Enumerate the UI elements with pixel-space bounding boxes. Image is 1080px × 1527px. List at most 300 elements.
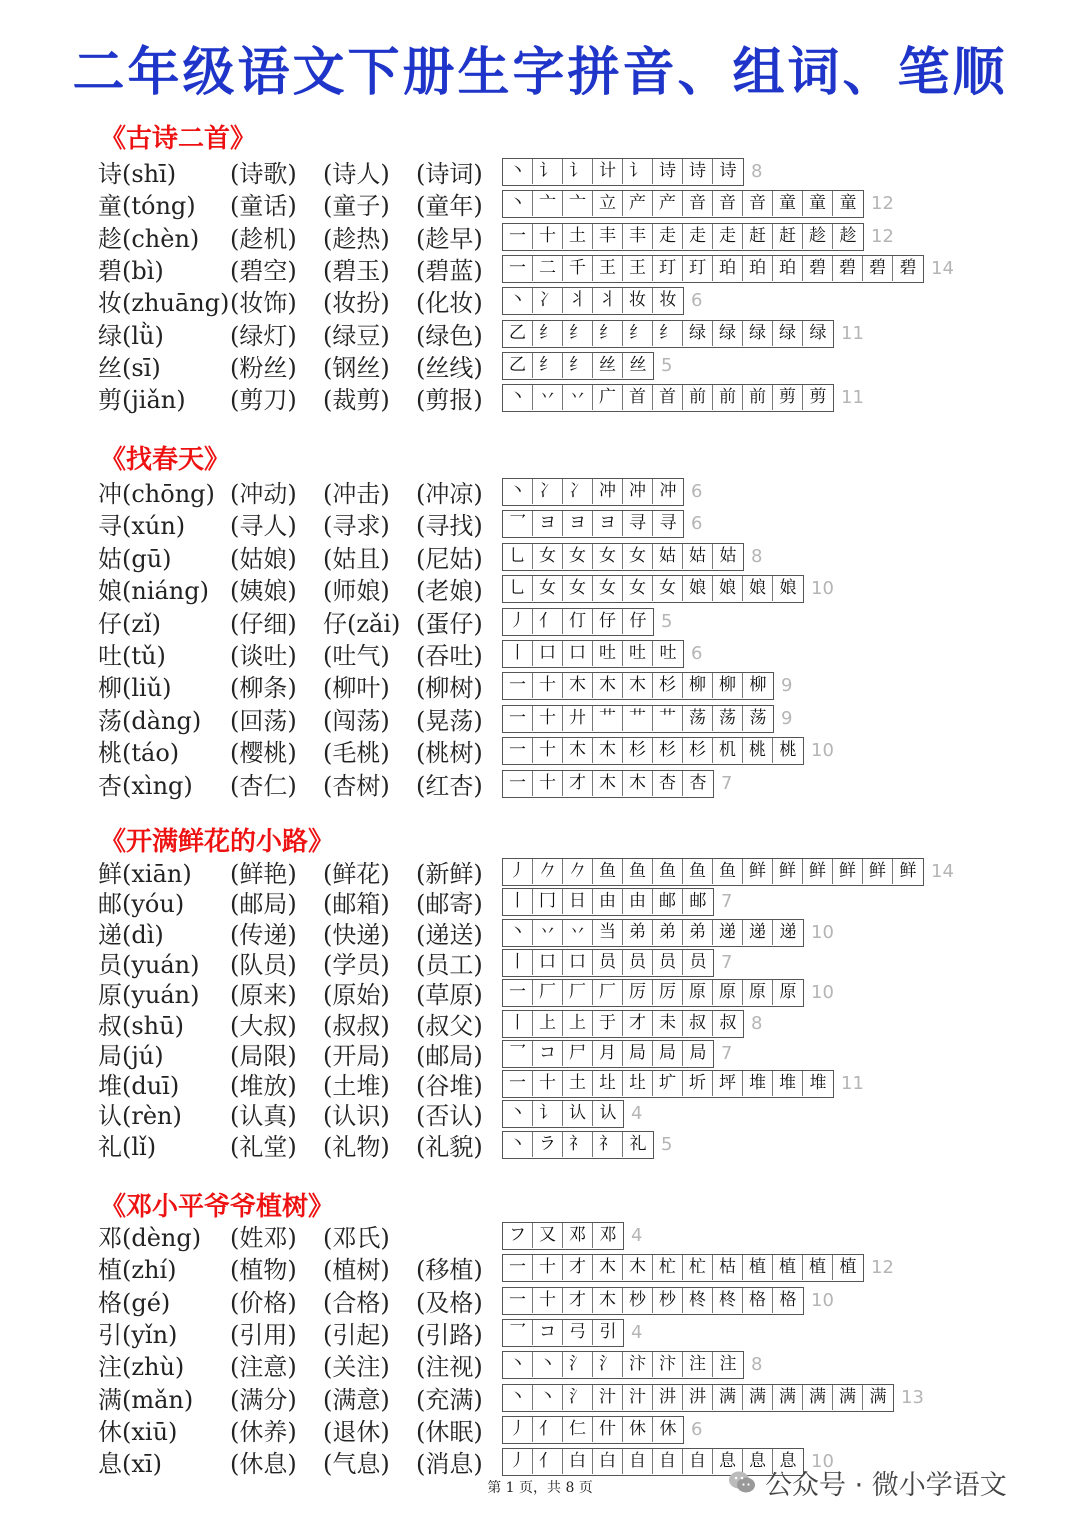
word-1: (认真) xyxy=(230,1102,297,1131)
stroke-step: 绿 xyxy=(743,321,773,346)
stroke-order-grid xyxy=(502,737,804,765)
character-pinyin: 休(xiū) xyxy=(98,1417,178,1446)
stroke-step: 鱼 xyxy=(683,859,713,884)
stroke-step: 满 xyxy=(773,1385,803,1410)
stroke-step: 递 xyxy=(743,920,773,945)
stroke-step: 吐 xyxy=(659,643,677,663)
word-2: 仔(zǎi) xyxy=(323,609,401,638)
stroke-order-grid xyxy=(502,858,924,886)
stroke-step: 注 xyxy=(719,1354,737,1375)
stroke-step: 前 xyxy=(683,385,713,410)
character-row xyxy=(96,1254,1056,1286)
character-row xyxy=(96,770,1056,802)
word-3: (充满) xyxy=(416,1385,483,1414)
word-2: (礼物) xyxy=(323,1132,390,1161)
stroke-step: 满 xyxy=(869,1386,887,1407)
stroke-step: 息 xyxy=(713,1449,743,1474)
stroke-step: 冫 xyxy=(563,479,593,504)
stroke-step: 桃 xyxy=(779,740,797,761)
stroke-step: 鲜 xyxy=(773,859,803,884)
stroke-count: 4 xyxy=(631,1225,643,1246)
stroke-step: 自 xyxy=(653,1449,683,1474)
character-row xyxy=(96,1416,1056,1448)
stroke-step: 原 xyxy=(743,980,773,1005)
word-2: (鲜花) xyxy=(323,860,390,888)
word-1: (植物) xyxy=(230,1256,297,1285)
character-pinyin: 寻(xún) xyxy=(98,512,186,541)
stroke-step: 弓 xyxy=(563,1320,593,1345)
stroke-step: 弟 xyxy=(653,920,683,945)
word-3: (尼姑) xyxy=(416,544,483,573)
stroke-step: 仃 xyxy=(563,609,593,634)
stroke-step: 𠂊 xyxy=(533,859,563,884)
stroke-step: 堆 xyxy=(773,1071,803,1096)
stroke-step: 十 xyxy=(533,771,563,796)
character-pinyin: 娘(niáng) xyxy=(98,577,209,606)
stroke-step: 立 xyxy=(593,191,623,216)
stroke-order-grid xyxy=(502,575,804,603)
stroke-step: 丶 xyxy=(503,1385,533,1410)
stroke-step: 息 xyxy=(743,1449,773,1474)
character-row xyxy=(96,949,1056,981)
word-2: (闯荡) xyxy=(323,706,390,735)
stroke-step: 丬 xyxy=(563,288,593,313)
character-pinyin: 荡(dàng) xyxy=(98,706,202,735)
stroke-step: 上 xyxy=(563,1011,593,1036)
stroke-step: 弟 xyxy=(623,920,653,945)
character-pinyin: 绿(lǜ) xyxy=(98,321,164,350)
character-row xyxy=(96,608,1056,640)
stroke-order-grid xyxy=(502,543,744,571)
stroke-step: 叔 xyxy=(719,1012,737,1033)
stroke-step: 一 xyxy=(503,224,533,249)
stroke-step: 氵 xyxy=(563,1385,593,1410)
stroke-step: 堆 xyxy=(743,1071,773,1096)
word-1: (堆放) xyxy=(230,1072,297,1101)
stroke-step: 杧 xyxy=(653,1255,683,1280)
stroke-step: 鱼 xyxy=(623,859,653,884)
word-2: (寻求) xyxy=(323,512,390,541)
stroke-order-grid xyxy=(502,190,864,218)
stroke-step: 讠 xyxy=(533,159,563,184)
stroke-order-grid xyxy=(502,979,804,1007)
stroke-step: 自 xyxy=(623,1449,653,1474)
stroke-step: 娘 xyxy=(713,576,743,601)
stroke-step: 才 xyxy=(563,1255,593,1280)
stroke-step: 娘 xyxy=(683,576,713,601)
word-2: (叔叔) xyxy=(323,1011,390,1040)
stroke-step: 十 xyxy=(533,224,563,249)
stroke-step: 诗 xyxy=(683,159,713,184)
stroke-step: 荡 xyxy=(749,707,767,728)
word-2: (姑且) xyxy=(323,544,390,573)
stroke-step: コ xyxy=(533,1320,563,1345)
word-2: (原始) xyxy=(323,981,390,1010)
stroke-step: 柳 xyxy=(749,675,767,696)
stroke-count: 8 xyxy=(751,545,763,567)
stroke-step: 邓 xyxy=(563,1223,593,1248)
stroke-order-grid xyxy=(502,1010,744,1038)
word-3: (寻找) xyxy=(416,512,483,541)
stroke-count: 10 xyxy=(811,1289,834,1311)
stroke-count: 13 xyxy=(901,1386,924,1408)
character-row xyxy=(96,320,1056,352)
stroke-step: 枯 xyxy=(713,1255,743,1280)
character-row xyxy=(96,352,1056,384)
word-3: (新鲜) xyxy=(416,860,483,888)
stroke-step: 柊 xyxy=(713,1288,743,1313)
stroke-step: 艹 xyxy=(593,706,623,731)
stroke-step: 姑 xyxy=(653,544,683,569)
stroke-step: 木 xyxy=(593,738,623,763)
character-pinyin: 桃(táo) xyxy=(98,739,180,768)
stroke-step: 丨 xyxy=(503,950,533,975)
word-3: (吞吐) xyxy=(416,642,483,670)
stroke-step: 诗 xyxy=(653,159,683,184)
stroke-count: 7 xyxy=(721,772,733,794)
character-row xyxy=(96,672,1056,704)
word-3: (否认) xyxy=(416,1102,483,1131)
character-row xyxy=(96,1131,1056,1163)
stroke-step: 乚 xyxy=(503,544,533,569)
stroke-step: 一 xyxy=(503,1255,533,1280)
stroke-step: 乛 xyxy=(503,511,533,536)
stroke-step: 丶 xyxy=(503,1101,533,1126)
word-1: (邮局) xyxy=(230,890,297,919)
character-pinyin: 冲(chōng) xyxy=(98,480,215,508)
stroke-step: 礼 xyxy=(629,1133,647,1154)
stroke-step: 厉 xyxy=(623,980,653,1005)
character-pinyin: 原(yuán) xyxy=(98,981,200,1010)
stroke-count: 10 xyxy=(811,740,834,762)
word-1: (童话) xyxy=(230,192,297,221)
character-pinyin: 姑(gū) xyxy=(98,544,172,573)
word-3: (诗词) xyxy=(416,160,483,188)
stroke-step: 员 xyxy=(689,951,707,972)
stroke-count: 6 xyxy=(691,481,703,502)
stroke-step: 诗 xyxy=(719,161,737,181)
character-pinyin: 叔(shū) xyxy=(98,1011,184,1040)
stroke-step: 于 xyxy=(593,1011,623,1036)
word-2: (诗人) xyxy=(323,160,390,188)
stroke-order-grid xyxy=(502,158,744,186)
stroke-step: 亻 xyxy=(533,609,563,634)
stroke-step: 十 xyxy=(533,1288,563,1313)
stroke-count: 6 xyxy=(691,1418,703,1440)
stroke-order-grid xyxy=(502,510,684,538)
stroke-step: 走 xyxy=(653,224,683,249)
character-pinyin: 妆(zhuāng) xyxy=(98,289,230,318)
stroke-order-grid xyxy=(502,919,804,947)
character-pinyin: 丝(sī) xyxy=(98,353,161,382)
stroke-step: 白 xyxy=(593,1449,623,1474)
stroke-step: 满 xyxy=(743,1385,773,1410)
stroke-step: 丝 xyxy=(593,353,623,378)
stroke-step: 产 xyxy=(653,191,683,216)
stroke-step: 又 xyxy=(533,1223,563,1248)
stroke-step: 乙 xyxy=(503,353,533,378)
stroke-step: 未 xyxy=(653,1011,683,1036)
stroke-step: 杉 xyxy=(623,738,653,763)
character-pinyin: 息(xī) xyxy=(98,1450,162,1479)
stroke-step: 植 xyxy=(839,1257,857,1278)
word-2: (快递) xyxy=(323,920,390,949)
word-2: (开局) xyxy=(323,1041,390,1070)
word-1: (休养) xyxy=(230,1417,297,1446)
word-3: (叔父) xyxy=(416,1011,483,1040)
word-2: (土堆) xyxy=(323,1072,390,1101)
stroke-step: 音 xyxy=(713,191,743,216)
word-2: (邓氏) xyxy=(323,1224,390,1252)
word-1: (队员) xyxy=(230,950,297,979)
stroke-step: 息 xyxy=(779,1451,797,1472)
stroke-step: 格 xyxy=(743,1288,773,1313)
stroke-step: 荡 xyxy=(683,706,713,731)
character-row xyxy=(96,1319,1056,1351)
word-3: (草原) xyxy=(416,981,483,1010)
stroke-step: 木 xyxy=(563,673,593,698)
stroke-step: 十 xyxy=(533,738,563,763)
word-1: (局限) xyxy=(230,1041,297,1070)
word-3: (及格) xyxy=(416,1288,483,1317)
word-1: (姓邓) xyxy=(230,1224,297,1252)
stroke-step: 计 xyxy=(593,159,623,184)
stroke-step: 丿 xyxy=(503,609,533,634)
word-1: (趁机) xyxy=(230,224,297,253)
stroke-step: 冲 xyxy=(593,479,623,504)
stroke-step: 认 xyxy=(563,1101,593,1126)
stroke-step: 满 xyxy=(803,1385,833,1410)
stroke-count: 6 xyxy=(691,290,703,312)
stroke-step: 娘 xyxy=(743,576,773,601)
stroke-step: 讠 xyxy=(533,1101,563,1126)
stroke-step: 吐 xyxy=(623,641,653,666)
character-row xyxy=(96,287,1056,319)
word-3: (绿色) xyxy=(416,321,483,350)
stroke-count: 11 xyxy=(841,322,864,344)
stroke-count: 9 xyxy=(781,707,793,729)
stroke-step: 员 xyxy=(593,950,623,975)
stroke-step: 碧 xyxy=(899,257,917,278)
stroke-count: 10 xyxy=(811,982,834,1004)
stroke-step: 才 xyxy=(623,1011,653,1036)
character-row xyxy=(96,1287,1056,1319)
character-pinyin: 递(dì) xyxy=(98,920,164,949)
stroke-step: 绿 xyxy=(773,321,803,346)
stroke-step: 月 xyxy=(593,1041,623,1066)
word-3: (柳树) xyxy=(416,674,483,703)
stroke-step: 碧 xyxy=(863,256,893,281)
stroke-step: 亠 xyxy=(533,191,563,216)
stroke-count: 5 xyxy=(661,610,673,632)
stroke-step: 产 xyxy=(623,191,653,216)
stroke-step: 冫 xyxy=(533,288,563,313)
stroke-step: 讠 xyxy=(623,159,653,184)
stroke-step: 汁 xyxy=(623,1385,653,1410)
stroke-step: 剪 xyxy=(773,385,803,410)
stroke-count: 7 xyxy=(721,1042,733,1064)
stroke-step: 娘 xyxy=(779,578,797,599)
stroke-step: 桃 xyxy=(743,738,773,763)
character-row xyxy=(96,858,1056,890)
stroke-step: 自 xyxy=(683,1449,713,1474)
word-2: (满意) xyxy=(323,1385,390,1414)
stroke-step: 前 xyxy=(743,385,773,410)
character-pinyin: 满(mǎn) xyxy=(98,1385,194,1414)
character-pinyin: 局(jú) xyxy=(98,1041,164,1070)
word-3: (剪报) xyxy=(416,386,483,415)
stroke-step: 邮 xyxy=(689,891,707,912)
stroke-step: 玎 xyxy=(683,256,713,281)
stroke-step: 递 xyxy=(779,921,797,942)
stroke-step: 姑 xyxy=(683,544,713,569)
stroke-step: 汴 xyxy=(653,1352,683,1377)
stroke-step: 一 xyxy=(503,738,533,763)
stroke-step: 圵 xyxy=(623,1071,653,1096)
stroke-step: 绿 xyxy=(713,321,743,346)
word-3: (移植) xyxy=(416,1256,483,1285)
stroke-step: 当 xyxy=(593,920,623,945)
stroke-step: 厂 xyxy=(533,980,563,1005)
stroke-step: 女 xyxy=(593,544,623,569)
stroke-step: 走 xyxy=(713,224,743,249)
stroke-step: 鲜 xyxy=(863,859,893,884)
stroke-step: 鱼 xyxy=(653,859,683,884)
stroke-order-grid xyxy=(502,384,834,412)
stroke-order-grid xyxy=(502,1416,684,1444)
character-pinyin: 植(zhí) xyxy=(98,1256,177,1285)
stroke-step: 鲜 xyxy=(803,859,833,884)
stroke-step: 丶 xyxy=(503,288,533,313)
stroke-step: 走 xyxy=(683,224,713,249)
stroke-step: 荡 xyxy=(713,706,743,731)
stroke-order-grid xyxy=(502,1319,624,1347)
word-2: (气息) xyxy=(323,1450,390,1479)
stroke-order-grid xyxy=(502,478,684,506)
character-pinyin: 员(yuán) xyxy=(98,950,200,979)
character-pinyin: 诗(shī) xyxy=(98,160,177,188)
stroke-order-grid xyxy=(502,949,714,977)
stroke-step: 𠂊 xyxy=(563,859,593,884)
character-row xyxy=(96,919,1056,951)
stroke-step: 汫 xyxy=(653,1385,683,1410)
word-2: (裁剪) xyxy=(323,386,390,415)
stroke-count: 6 xyxy=(691,513,703,535)
stroke-step: 木 xyxy=(623,771,653,796)
stroke-order-grid xyxy=(502,255,924,283)
stroke-step: 妆 xyxy=(623,288,653,313)
section-title: 《古诗二首》 xyxy=(100,124,257,154)
word-1: (柳条) xyxy=(230,674,297,703)
section-title: 《邓小平爷爷植树》 xyxy=(100,1192,335,1222)
stroke-step: 丷 xyxy=(563,385,593,410)
stroke-step: 广 xyxy=(593,385,623,410)
document-title: 二年级语文下册生字拼音、组词、笔顺 xyxy=(72,43,1008,103)
stroke-step: 女 xyxy=(653,576,683,601)
character-pinyin: 柳(liǔ) xyxy=(98,674,172,703)
word-1: (杏仁) xyxy=(230,771,297,800)
stroke-step: 珀 xyxy=(713,256,743,281)
stroke-step: 女 xyxy=(533,544,563,569)
stroke-count: 10 xyxy=(811,921,834,943)
character-pinyin: 格(gé) xyxy=(98,1288,171,1317)
word-1: (妆饰) xyxy=(230,289,297,318)
stroke-step: 汁 xyxy=(593,1385,623,1410)
word-2: (邮箱) xyxy=(323,890,390,919)
word-1: (价格) xyxy=(230,1288,297,1317)
word-2: (绿豆) xyxy=(323,321,390,350)
stroke-step: 千 xyxy=(563,256,593,281)
stroke-count: 11 xyxy=(841,1073,864,1095)
word-2: (合格) xyxy=(323,1288,390,1317)
word-1: (姑娘) xyxy=(230,544,297,573)
stroke-step: 音 xyxy=(683,191,713,216)
word-3: (丝线) xyxy=(416,353,483,382)
stroke-step: 认 xyxy=(599,1103,617,1124)
word-2: (冲击) xyxy=(323,480,390,508)
stroke-order-grid xyxy=(502,1384,894,1412)
stroke-step: 丶 xyxy=(503,159,533,184)
stroke-step: 绿 xyxy=(809,322,827,343)
word-2: (植树) xyxy=(323,1256,390,1285)
stroke-step: 一 xyxy=(503,980,533,1005)
stroke-step: 厂 xyxy=(593,980,623,1005)
stroke-step: 礻 xyxy=(563,1132,593,1157)
character-pinyin: 邮(yóu) xyxy=(98,890,185,919)
character-row xyxy=(96,478,1056,510)
stroke-step: 女 xyxy=(593,576,623,601)
stroke-step: 趁 xyxy=(803,224,833,249)
word-1: (原来) xyxy=(230,981,297,1010)
word-3: (邮局) xyxy=(416,1041,483,1070)
stroke-step: 童 xyxy=(839,193,857,214)
stroke-step: 杧 xyxy=(683,1255,713,1280)
stroke-step: 尸 xyxy=(563,1041,593,1066)
character-row xyxy=(96,1100,1056,1132)
stroke-step: 局 xyxy=(653,1041,683,1066)
stroke-order-grid xyxy=(502,1131,654,1159)
stroke-step: 一 xyxy=(503,1071,533,1096)
word-2: (趁热) xyxy=(323,224,390,253)
stroke-step: 白 xyxy=(563,1449,593,1474)
character-row xyxy=(96,640,1056,672)
stroke-step: 鱼 xyxy=(593,859,623,884)
stroke-step: 冲 xyxy=(623,479,653,504)
stroke-step: 王 xyxy=(623,256,653,281)
stroke-step: 丶 xyxy=(503,1132,533,1157)
stroke-order-grid xyxy=(502,888,714,916)
stroke-step: 丶 xyxy=(503,920,533,945)
stroke-step: 亠 xyxy=(563,191,593,216)
stroke-step: 亻 xyxy=(533,1449,563,1474)
stroke-step: 姑 xyxy=(719,545,737,566)
stroke-step: 寻 xyxy=(659,513,677,534)
stroke-step: 杪 xyxy=(653,1288,683,1313)
stroke-step: 冫 xyxy=(533,479,563,504)
stroke-step: 绿 xyxy=(683,321,713,346)
character-pinyin: 趁(chèn) xyxy=(98,224,200,253)
stroke-order-grid xyxy=(502,672,774,700)
stroke-step: 木 xyxy=(593,771,623,796)
character-pinyin: 碧(bì) xyxy=(98,256,164,285)
character-row xyxy=(96,1070,1056,1102)
stroke-step: 员 xyxy=(653,950,683,975)
stroke-step: 什 xyxy=(593,1417,623,1442)
stroke-step: 原 xyxy=(779,982,797,1003)
stroke-step: 丰 xyxy=(623,224,653,249)
stroke-step: 十 xyxy=(533,673,563,698)
stroke-step: 氵 xyxy=(593,1352,623,1377)
